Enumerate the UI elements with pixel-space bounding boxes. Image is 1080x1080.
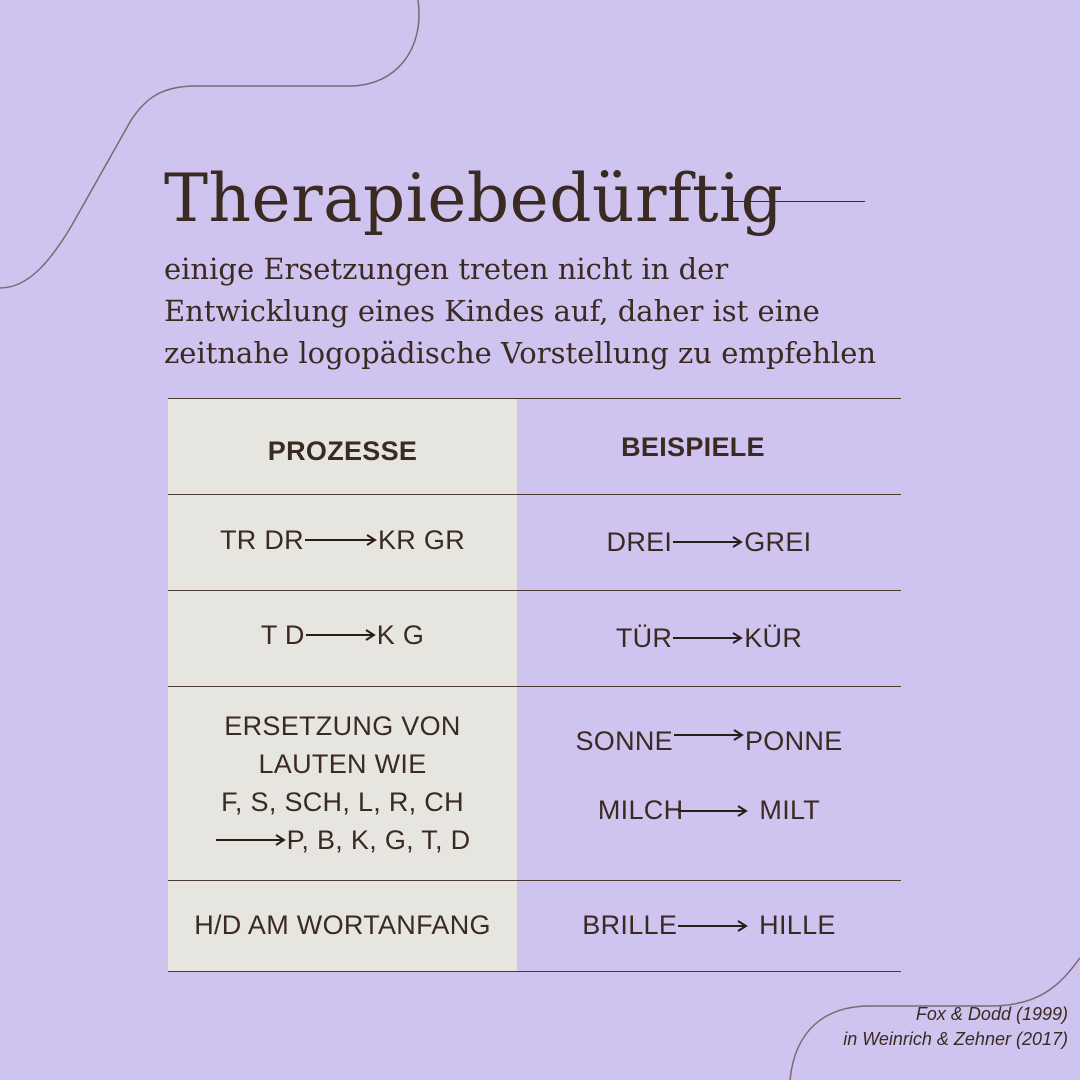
- arrow-right-icon: [215, 833, 287, 847]
- process-to: KR GR: [377, 524, 465, 555]
- table-row-2-process: [168, 590, 517, 686]
- arrow-right-icon: [672, 631, 744, 645]
- subtitle: [164, 248, 954, 374]
- source-citation: [843, 1002, 1068, 1052]
- subtitle-line: Entwicklung eines Kindes auf, daher ist eine: [164, 294, 820, 328]
- example-to: HILLE: [759, 910, 836, 940]
- process-line: ERSETZUNG VON: [224, 711, 461, 741]
- process-to: P, B, K, G, T, D: [286, 825, 471, 855]
- example-from: MILCH: [597, 795, 684, 825]
- example-to: MILT: [759, 795, 821, 825]
- header-processes: PROZESSE: [267, 435, 418, 466]
- table-row-3-process: [168, 686, 517, 880]
- arrow-right-icon: [677, 919, 749, 933]
- process-from: T D: [260, 619, 305, 650]
- table-row-1-example: [517, 494, 901, 590]
- process-to: K G: [376, 619, 425, 650]
- example-to: GREI: [744, 526, 812, 557]
- title-rule: [728, 201, 865, 202]
- example-to: KÜR: [744, 622, 803, 653]
- example-from: DREI: [606, 526, 673, 557]
- process-from: TR DR: [219, 524, 304, 555]
- source-line: in Weinrich & Zehner (2017): [843, 1029, 1068, 1049]
- example-from: TÜR: [615, 622, 673, 653]
- process-line: LAUTEN WIE: [258, 749, 427, 779]
- example-to: PONNE: [745, 726, 843, 756]
- table-row-1-process: [168, 494, 517, 590]
- source-line: Fox & Dodd (1999): [915, 1004, 1068, 1024]
- example-from: SONNE: [575, 726, 673, 756]
- subtitle-line: einige Ersetzungen treten nicht in der: [164, 252, 729, 286]
- arrow-right-icon: [673, 728, 745, 742]
- page-title: Therapiebedürftig: [164, 160, 784, 237]
- header-examples: BEISPIELE: [621, 431, 765, 462]
- arrow-right-icon: [677, 804, 749, 818]
- table-rule: [168, 971, 901, 972]
- subtitle-line: zeitnahe logopädische Vorstellung zu empfehlen: [164, 336, 877, 370]
- arrow-right-icon: [304, 533, 378, 547]
- arrow-right-icon: [305, 628, 377, 642]
- process-line: F, S, SCH, L, R, CH: [221, 787, 464, 817]
- table-row-3-example: [517, 686, 901, 880]
- arrow-right-icon: [672, 535, 744, 549]
- table-row-2-example: [517, 590, 901, 686]
- example-from: BRILLE: [582, 910, 678, 940]
- table-row-4-example: [517, 880, 901, 971]
- table-row-4-process: H/D AM WORTANFANG: [194, 910, 491, 940]
